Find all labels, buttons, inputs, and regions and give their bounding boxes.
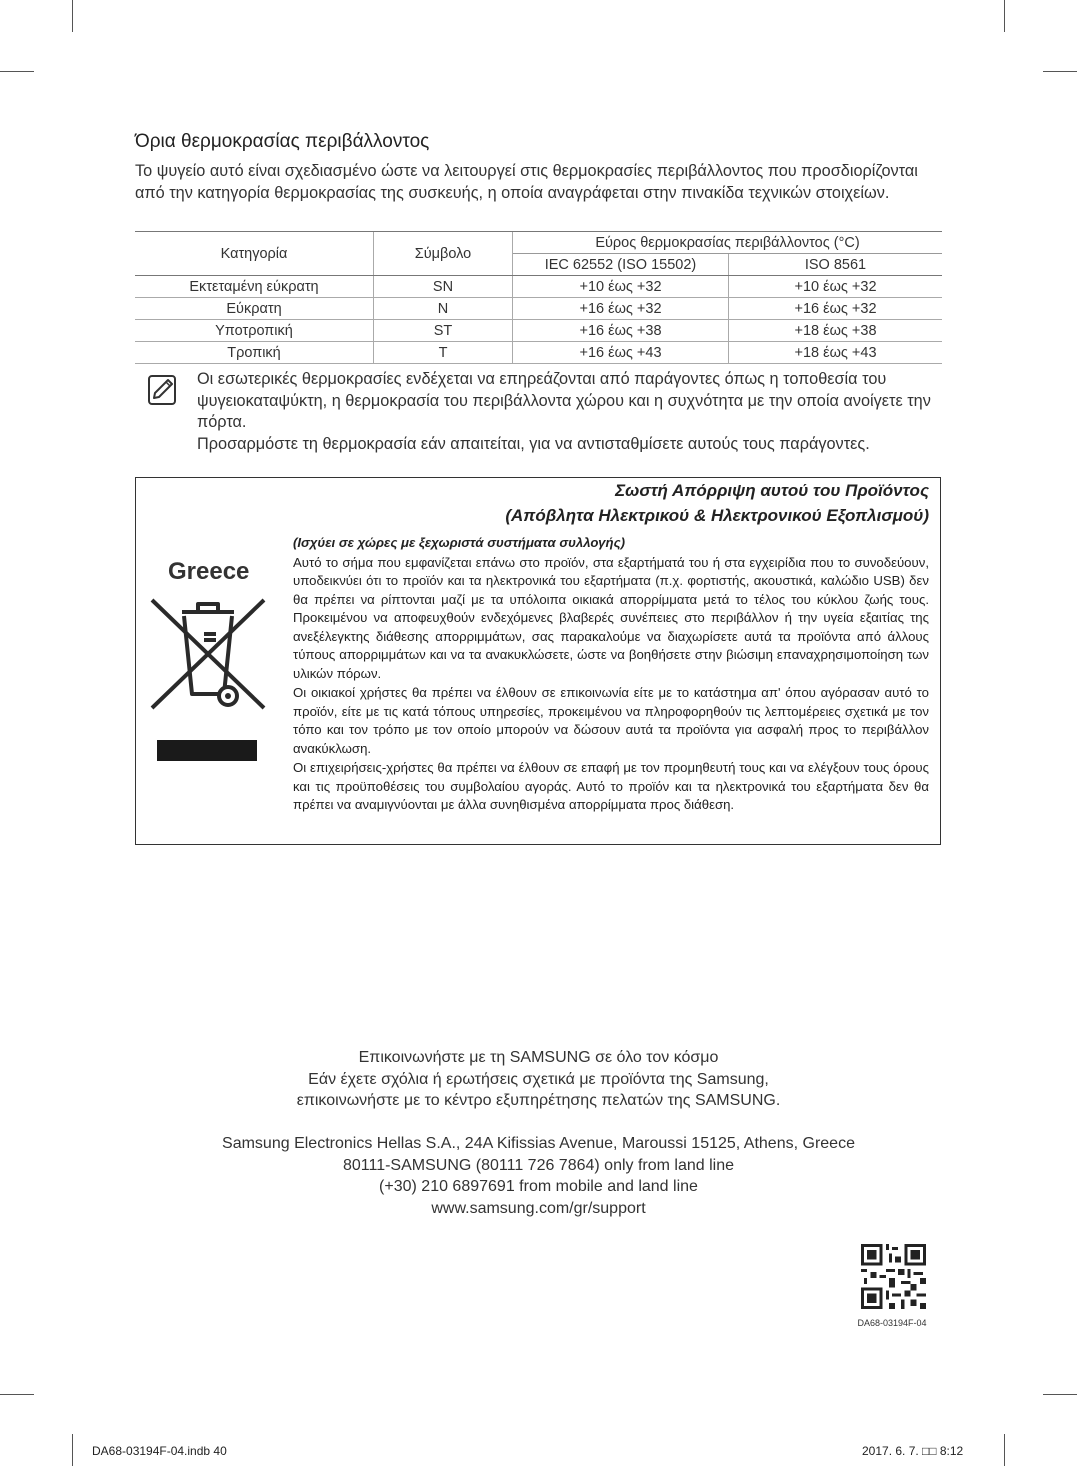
table-row	[135, 298, 942, 320]
disposal-applicability: (Ισχύει σε χώρες με ξεχωριστά συστήματα συλλογής)	[293, 535, 625, 550]
header-category: Κατηγορία	[135, 232, 374, 276]
crop-mark	[1004, 1434, 1005, 1466]
header-symbol: Σύμβολο	[374, 232, 513, 276]
disposal-body	[293, 534, 929, 816]
disposal-paragraph: Οι επιχειρήσεις-χρήστες θα πρέπει να έλθουν σε επαφή με τον προμηθευτή τους και να ελέγξουν τους όρους και τις προϋποθέσεις του συμβολαίου αγοράς. Αυτό το προϊόν και τα ηλεκτρονικά του εξαρτήματα δεν θα πρέπει να αναμιγνύονται με άλλα συνηθισμένα απορρίμματα προς διάθεση.	[293, 760, 929, 812]
cell-category: Εκτεταμένη εύκρατη	[135, 276, 374, 298]
cell-iec: +16 έως +38	[513, 320, 729, 342]
crop-mark	[1043, 1394, 1077, 1395]
cell-iso: +18 έως +43	[729, 342, 943, 364]
footer-file-label: DA68-03194F-04.indb 40	[92, 1444, 227, 1458]
crop-mark	[72, 1434, 73, 1466]
note-paragraph: Οι εσωτερικές θερμοκρασίες ενδέχεται να επηρεάζονται από παράγοντες όπως η τοποθεσία του ψυγειοκαταψύκτη, η θερμοκρασία του περιβάλλοντα χώρου και η συχνότητα με την οποία ανοίγετε την πόρτα.	[197, 370, 931, 431]
cell-iec: +10 έως +32	[513, 276, 729, 298]
crop-mark	[0, 71, 34, 72]
disposal-title: Σωστή Απόρριψη αυτού του Προϊόντος	[615, 481, 929, 500]
table-row	[135, 342, 942, 364]
cell-category: Υποτροπική	[135, 320, 374, 342]
document-code: DA68-03194F-04	[857, 1318, 927, 1328]
bin-underline-bar	[157, 740, 257, 761]
cell-iec: +16 έως +32	[513, 298, 729, 320]
temperature-table	[135, 231, 942, 364]
cell-symbol: N	[374, 298, 513, 320]
contact-url: www.samsung.com/gr/support	[431, 1199, 646, 1217]
country-label: Greece	[168, 558, 250, 585]
header-iec: IEC 62552 (ISO 15502)	[513, 254, 729, 276]
cell-iso: +10 έως +32	[729, 276, 943, 298]
contact-line: επικοινωνήστε με το κέντρο εξυπηρέτησης πελατών της SAMSUNG.	[296, 1092, 781, 1109]
contact-block	[0, 1047, 1077, 1112]
cell-iso: +18 έως +38	[729, 320, 943, 342]
cell-category: Εύκρατη	[135, 298, 374, 320]
contact-details	[0, 1133, 1077, 1219]
note-paragraph: Προσαρμόστε τη θερμοκρασία εάν απαιτείται, για να αντισταθμίσετε αυτούς τους παράγοντες.	[197, 434, 870, 453]
cell-iso: +16 έως +32	[729, 298, 943, 320]
disposal-subtitle: (Απόβλητα Ηλεκτρικού & Ηλεκτρονικού Εξοπλισμού)	[505, 506, 929, 525]
intro-paragraph: Το ψυγείο αυτό είναι σχεδιασμένο ώστε να λειτουργεί στις θερμοκρασίες περιβάλλοντος που προσδιορίζονται από την κατηγορία θερμοκρασίας της συσκευής, η οποία αναγράφεται στην πινακίδα τεχνικών στοιχείων.	[135, 162, 918, 202]
table-row	[135, 320, 942, 342]
contact-line: Εάν έχετε σχόλια ή ερωτήσεις σχετικά με προϊόντα της Samsung,	[308, 1070, 769, 1088]
header-iso: ISO 8561	[729, 254, 943, 276]
contact-address: Samsung Electronics Hellas S.A., 24A Kifissias Avenue, Maroussi 15125, Athens, Greece	[222, 1135, 855, 1152]
cell-symbol: T	[374, 342, 513, 364]
cell-symbol: ST	[374, 320, 513, 342]
cell-iec: +16 έως +43	[513, 342, 729, 364]
crop-mark	[1004, 0, 1005, 32]
header-range: Εύρος θερμοκρασίας περιβάλλοντος (°C)	[513, 232, 943, 254]
disposal-paragraph: Οι οικιακοί χρήστες θα πρέπει να έλθουν σε επικοινωνία είτε με το κατάστημα απ' όπου αγόρασαν αυτό το προϊόν, είτε με τις κατά τόπους υπηρεσίες, προκειμένου να πληροφορηθούν τις λεπτομέρειες σχετικά με τον τόπο και τον τρόπο με τον οποίο μπορούν να δώσουν αυτά τα προϊόντα για ασφαλή προς το περιβάλλον ανακύκλωση.	[293, 685, 929, 756]
cell-symbol: SN	[374, 276, 513, 298]
qr-code-icon	[861, 1244, 926, 1309]
note-icon	[146, 373, 180, 407]
note-text	[197, 369, 937, 455]
table-row	[135, 276, 942, 298]
crop-mark	[72, 0, 73, 32]
section-heading: Όρια θερμοκρασίας περιβάλλοντος	[135, 131, 430, 152]
crossed-bin-icon	[148, 594, 268, 714]
cell-category: Τροπική	[135, 342, 374, 364]
footer-timestamp: 2017. 6. 7. □□ 8:12	[862, 1444, 964, 1458]
contact-phone-land: 80111-SAMSUNG (80111 726 7864) only from land line	[342, 1156, 735, 1174]
crop-mark	[1043, 71, 1077, 72]
contact-phone-mobile: (+30) 210 6897691 from mobile and land line	[379, 1178, 698, 1195]
contact-line: Επικοινωνήστε με τη SAMSUNG σε όλο τον κόσμο	[358, 1049, 719, 1066]
crop-mark	[0, 1394, 34, 1395]
disposal-paragraph: Αυτό το σήμα που εμφανίζεται επάνω στο προϊόν, στα εξαρτήματά του ή στα εγχειρίδια που το συνοδεύουν, υποδεικνύει ότι το προϊόν και τα ηλεκτρονικά του εξαρτήματα (π.χ. φορτιστής, ακουστικά, καλώδιο USB) δεν θα πρέπει να ρίπτονται μαζί με τα υπόλοιπα οικιακά απορρίμματα μετά το τέλος του κύκλου ζωής τους. Προκειμένου να αποφευχθούν ενδεχόμενες βλαβερές συνέπειες στο περιβάλλον ή την υγεία εξαιτίας της ανεξέλεγκτης διάθεσης απορριμμάτων, σας παρακαλούμε να διαχωρίσετε αυτά τα προϊόντα από άλλους τύπους απορριμμάτων και να τα ανακυκλώσετε, ώστε να βοηθήσετε στην βιώσιμη επαναχρησιμοποίηση των υλικών πόρων.	[293, 554, 929, 681]
